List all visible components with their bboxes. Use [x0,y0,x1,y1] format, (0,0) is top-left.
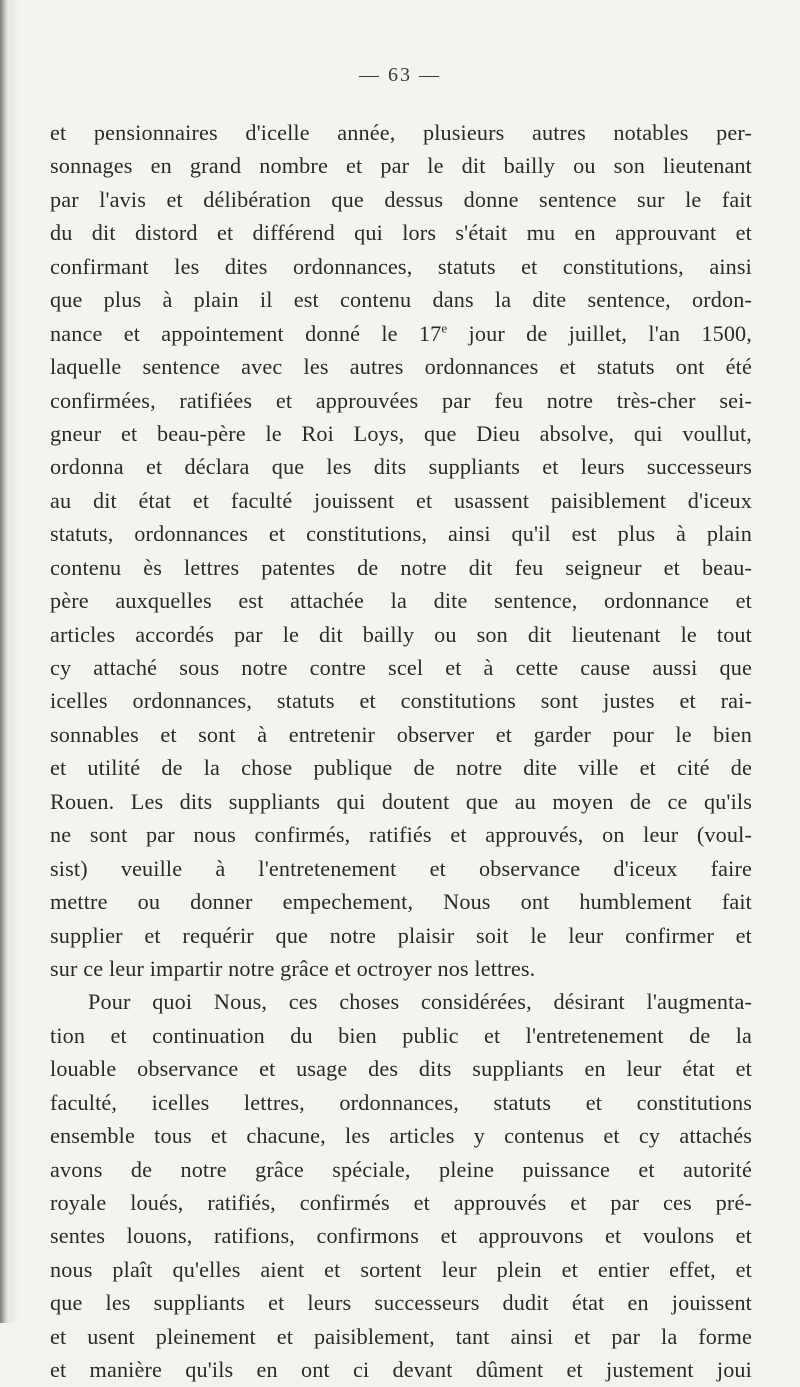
page-number: — 63 — [359,64,441,86]
text-line: au dit état et faculté jouissent et usassent paisiblement d'iceux [50,487,752,513]
text-line: cy attaché sous notre contre scel et à cette cause aussi que [50,655,752,680]
page-binding-edge [0,0,9,1323]
text-line: confirmant les dites ordonnances, statuts et constitutions, ainsi [50,253,752,279]
text-line: que les suppliants et leurs successeurs dudit état en jouissent [50,1290,752,1316]
text-line: Rouen. Les dits suppliants qui doutent que au moyen de ce qu'ils [50,788,752,814]
text-line: mettre ou donner empechement, Nous ont humblement fait [50,889,752,915]
superscript: e [441,320,448,336]
text-line: que plus à plain il est contenu dans la dite sentence, ordon- [50,287,752,313]
text-line: confirmées, ratifiées et approuvées par feu notre très-cher sei- [50,387,752,413]
text-line: contenu ès lettres patentes de notre dit feu seigneur et beau- [50,554,752,580]
text-line: louable observance et usage des dits suppliants en leur état et [50,1056,752,1082]
text-line: et usent pleinement et paisiblement, tant ainsi et par la forme [50,1323,752,1349]
text-line: supplier et requérir que notre plaisir soit le leur confirmer et [50,922,752,948]
body-text [50,116,752,1387]
text-line: statuts, ordonnances et constitutions, ainsi qu'il est plus à plain [50,521,752,547]
text-line: sonnables et sont à entretenir observer et garder pour le bien [50,721,752,747]
text-line: sentes louons, ratifions, confirmons et approuvons et voulons et [50,1223,752,1249]
text-line: sist) veuille à l'entretenement et observance d'iceux faire [50,855,752,881]
text-line: icelles ordonnances, statuts et constitutions sont justes et rai- [50,688,752,714]
text-line: faculté, icelles lettres, ordonnances, statuts et constitutions [50,1089,752,1115]
text-line: et utilité de la chose publique de notre dite ville et cité de [50,755,752,781]
text-line: gneur et beau-père le Roi Loys, que Dieu absolve, qui voullut, [50,420,752,446]
text-line: laquelle sentence avec les autres ordonnances et statuts ont été [50,354,752,380]
paragraph-start-line: Pour quoi Nous, ces choses considérées, désirant l'augmenta- [88,989,752,1015]
text-line: royale loués, ratifiés, confirmés et approuvés et par ces pré- [50,1190,752,1215]
text-line-with-superscript [50,317,752,350]
paragraph-end-line: sur ce leur impartir notre grâce et octroyer nos lettres. [50,955,536,981]
text-line: ordonna et déclara que les dits suppliants et leurs successeurs [50,454,752,480]
text-line: articles accordés par le dit bailly ou son dit lieutenant le tout [50,621,752,647]
text-line: tion et continuation du bien public et l'entretenement de la [50,1022,752,1048]
text-line: et pensionnaires d'icelle année, plusieurs autres notables per- [50,120,752,145]
text-line: ensemble tous et chacune, les articles y contenus et cy attachés [50,1123,752,1149]
text-line: ne sont par nous confirmés, ratifiés et approuvés, on leur (voul- [50,822,752,848]
text-line: du dit distord et différend qui lors s'était mu en approuvant et [50,220,752,246]
text-fragment: jour de juillet, l'an 1500, [447,320,752,346]
text-line: et manière qu'ils en ont ci devant dûment et justement joui [50,1357,752,1383]
text-line: avons de notre grâce spéciale, pleine puissance et autorité [50,1156,752,1182]
text-line: père auxquelles est attachée la dite sentence, ordonnance et [50,588,752,614]
text-line: par l'avis et délibération que dessus donne sentence sur le fait [50,186,752,212]
page-binding-shadow [9,0,19,1323]
text-line: sonnages en grand nombre et par le dit bailly ou son lieutenant [50,153,752,179]
text-fragment: nance et appointement donné le 17 [50,320,442,346]
text-line: nous plaît qu'elles aient et sortent leur plein et entier effet, et [50,1256,752,1282]
